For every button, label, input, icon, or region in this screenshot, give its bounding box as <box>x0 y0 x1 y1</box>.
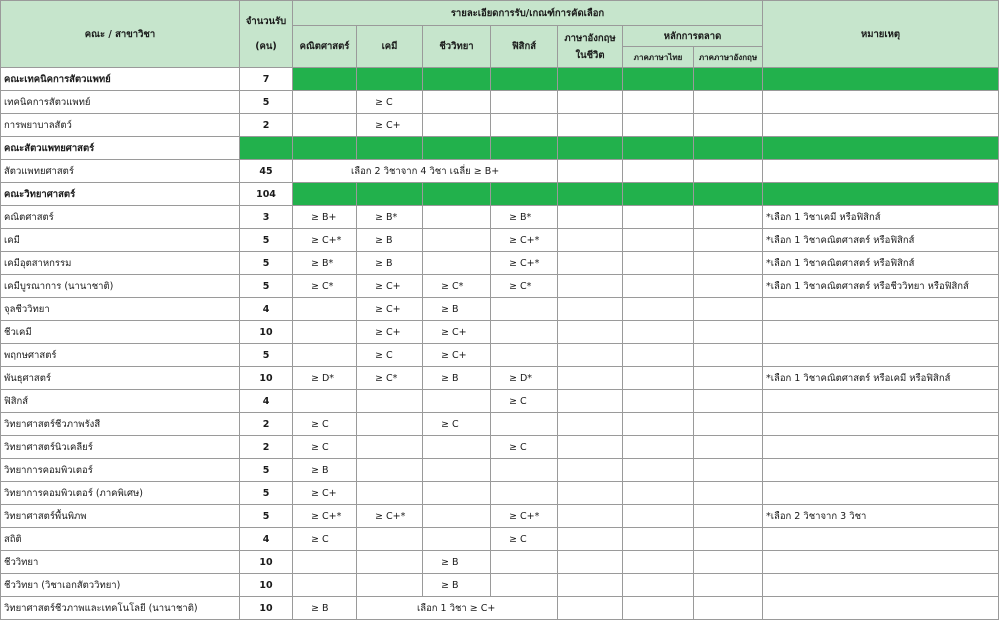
phys-cell: ≥ D* <box>491 367 558 390</box>
chem-cell <box>357 551 423 574</box>
program-name: เทคนิคการสัตวแพทย์ <box>1 91 240 114</box>
faculty-fill-cell <box>763 68 999 91</box>
combined-criteria-cell: เลือก 2 วิชาจาก 4 วิชา เฉลี่ย ≥ B+ <box>293 160 558 183</box>
english-cell <box>558 574 623 597</box>
faculty-fill-cell <box>491 183 558 206</box>
phys-cell: ≥ C <box>491 528 558 551</box>
faculty-fill-cell <box>694 137 763 160</box>
quota-cell: 2 <box>240 114 293 137</box>
remark-cell: *เลือก 1 วิชาคณิตศาสตร์ หรือเคมี หรือฟิสิกส์ <box>763 367 999 390</box>
table-row <box>1 436 999 459</box>
marketing-thai-cell <box>623 321 694 344</box>
math-cell: ≥ C <box>293 413 357 436</box>
marketing-thai-header: ภาคภาษาไทย <box>623 47 694 68</box>
remark-cell <box>763 413 999 436</box>
math-cell: ≥ B <box>293 459 357 482</box>
quota-cell: 5 <box>240 91 293 114</box>
math-cell <box>293 344 357 367</box>
faculty-row <box>1 183 999 206</box>
faculty-name: คณะสัตวแพทยศาสตร์ <box>1 137 240 160</box>
table-row <box>1 344 999 367</box>
program-name: วิทยาการคอมพิวเตอร์ (ภาคพิเศษ) <box>1 482 240 505</box>
marketing-thai-cell <box>623 436 694 459</box>
marketing-group-header: หลักการตลาด <box>623 26 763 47</box>
quota-cell: 10 <box>240 367 293 390</box>
marketing-eng-cell <box>694 114 763 137</box>
remark-cell <box>763 298 999 321</box>
program-name: พันธุศาสตร์ <box>1 367 240 390</box>
math-cell <box>293 390 357 413</box>
phys-cell: ≥ C+* <box>491 252 558 275</box>
faculty-fill-cell <box>763 137 999 160</box>
chem-cell <box>357 390 423 413</box>
marketing-eng-cell <box>694 390 763 413</box>
faculty-fill-cell <box>763 183 999 206</box>
marketing-thai-cell <box>623 459 694 482</box>
bio-cell <box>423 459 491 482</box>
marketing-eng-cell <box>694 344 763 367</box>
english-cell <box>558 459 623 482</box>
faculty-fill-cell <box>694 183 763 206</box>
marketing-thai-cell <box>623 252 694 275</box>
quota-cell: 10 <box>240 574 293 597</box>
program-name: ชีวเคมี <box>1 321 240 344</box>
quota-cell: 4 <box>240 390 293 413</box>
chem-cell: ≥ C <box>357 344 423 367</box>
marketing-thai-cell <box>623 298 694 321</box>
phys-cell <box>491 482 558 505</box>
marketing-thai-cell <box>623 413 694 436</box>
faculty-fill-cell <box>558 183 623 206</box>
bio-cell <box>423 206 491 229</box>
english-cell <box>558 597 623 620</box>
marketing-thai-cell <box>623 551 694 574</box>
remark-cell <box>763 482 999 505</box>
faculty-fill-cell <box>423 68 491 91</box>
remark-cell <box>763 528 999 551</box>
quota-cell: 10 <box>240 321 293 344</box>
bio-cell <box>423 436 491 459</box>
program-name: คณิตศาสตร์ <box>1 206 240 229</box>
table-row <box>1 321 999 344</box>
table-row <box>1 367 999 390</box>
marketing-eng-cell <box>694 551 763 574</box>
program-name: สถิติ <box>1 528 240 551</box>
marketing-eng-cell <box>694 459 763 482</box>
chem-cell <box>357 436 423 459</box>
english-cell <box>558 252 623 275</box>
program-name: เคมีอุตสาหกรรม <box>1 252 240 275</box>
chem-cell: ≥ B* <box>357 206 423 229</box>
chem-cell: ≥ B <box>357 252 423 275</box>
quota-cell: 5 <box>240 275 293 298</box>
marketing-eng-cell <box>694 252 763 275</box>
marketing-thai-cell <box>623 390 694 413</box>
marketing-thai-cell <box>623 229 694 252</box>
english-cell <box>558 275 623 298</box>
faculty-fill-cell <box>293 68 357 91</box>
quota-cell: 5 <box>240 252 293 275</box>
quota-cell: 5 <box>240 344 293 367</box>
marketing-eng-cell <box>694 436 763 459</box>
quota-cell: 7 <box>240 68 293 91</box>
marketing-eng-cell <box>694 413 763 436</box>
faculty-fill-cell <box>558 137 623 160</box>
table-row <box>1 298 999 321</box>
table-row <box>1 114 999 137</box>
math-cell: ≥ C* <box>293 275 357 298</box>
marketing-thai-cell <box>623 275 694 298</box>
faculty-fill-cell <box>623 137 694 160</box>
bio-cell <box>423 482 491 505</box>
quota-cell: 5 <box>240 505 293 528</box>
table-row <box>1 252 999 275</box>
table-row <box>1 390 999 413</box>
math-cell <box>293 114 357 137</box>
remark-cell: *เลือก 1 วิชาคณิตศาสตร์ หรือฟิสิกส์ <box>763 229 999 252</box>
marketing-thai-cell <box>623 528 694 551</box>
bio-cell <box>423 252 491 275</box>
math-header: คณิตศาสตร์ <box>293 26 357 68</box>
faculty-fill-cell <box>491 137 558 160</box>
chem-cell: ≥ B <box>357 229 423 252</box>
marketing-thai-cell <box>623 505 694 528</box>
phys-header: ฟิสิกส์ <box>491 26 558 68</box>
marketing-thai-cell <box>623 367 694 390</box>
program-name: วิทยาการคอมพิวเตอร์ <box>1 459 240 482</box>
english-cell <box>558 436 623 459</box>
math-cell <box>293 321 357 344</box>
english-cell <box>558 114 623 137</box>
marketing-eng-cell <box>694 597 763 620</box>
quota-cell: 5 <box>240 459 293 482</box>
quota-cell: 5 <box>240 482 293 505</box>
english-cell <box>558 413 623 436</box>
program-name: สัตวแพทยศาสตร์ <box>1 160 240 183</box>
marketing-eng-cell <box>694 229 763 252</box>
remark-cell <box>763 459 999 482</box>
math-cell <box>293 298 357 321</box>
english-cell <box>558 551 623 574</box>
quota-cell: 2 <box>240 413 293 436</box>
faculty-fill-cell <box>240 137 293 160</box>
english-cell <box>558 482 623 505</box>
phys-cell: ≥ B* <box>491 206 558 229</box>
faculty-row <box>1 137 999 160</box>
marketing-thai-cell <box>623 114 694 137</box>
faculty-row <box>1 68 999 91</box>
english-header-line1: ภาษาอังกฤษ <box>564 32 616 44</box>
quota-cell: 3 <box>240 206 293 229</box>
bio-cell <box>423 91 491 114</box>
program-name: การพยาบาลสัตว์ <box>1 114 240 137</box>
bio-cell <box>423 390 491 413</box>
bio-header: ชีววิทยา <box>423 26 491 68</box>
program-name: วิทยาศาสตร์ชีวภาพและเทคโนโลยี (นานาชาติ) <box>1 597 240 620</box>
table-row <box>1 551 999 574</box>
faculty-fill-cell <box>293 137 357 160</box>
phys-cell <box>491 551 558 574</box>
marketing-eng-cell <box>694 275 763 298</box>
math-cell: ≥ B+ <box>293 206 357 229</box>
remark-cell <box>763 597 999 620</box>
phys-cell <box>491 91 558 114</box>
faculty-fill-cell <box>623 183 694 206</box>
quota-cell: 104 <box>240 183 293 206</box>
chem-cell <box>357 413 423 436</box>
table-row <box>1 505 999 528</box>
bio-cell <box>423 505 491 528</box>
marketing-eng-cell <box>694 160 763 183</box>
math-cell: ≥ B <box>293 597 357 620</box>
english-header <box>558 26 623 68</box>
math-cell <box>293 91 357 114</box>
marketing-thai-cell <box>623 91 694 114</box>
chem-cell <box>357 574 423 597</box>
marketing-eng-cell <box>694 206 763 229</box>
marketing-thai-cell <box>623 574 694 597</box>
remark-cell: *เลือก 1 วิชาเคมี หรือฟิสิกส์ <box>763 206 999 229</box>
faculty-name: คณะวิทยาศาสตร์ <box>1 183 240 206</box>
phys-cell <box>491 344 558 367</box>
combined-criteria-cell: เลือก 1 วิชา ≥ C+ <box>357 597 558 620</box>
math-cell: ≥ C <box>293 436 357 459</box>
bio-cell: ≥ B <box>423 551 491 574</box>
math-cell: ≥ B* <box>293 252 357 275</box>
program-name: จุลชีววิทยา <box>1 298 240 321</box>
english-cell <box>558 321 623 344</box>
faculty-header: คณะ / สาขาวิชา <box>1 1 240 68</box>
table-row <box>1 160 999 183</box>
phys-cell <box>491 321 558 344</box>
program-name: วิทยาศาสตร์นิวเคลียร์ <box>1 436 240 459</box>
program-name: ชีววิทยา (วิชาเอกสัตววิทยา) <box>1 574 240 597</box>
faculty-fill-cell <box>293 183 357 206</box>
remark-cell: *เลือก 2 วิชาจาก 3 วิชา <box>763 505 999 528</box>
remarks-header: หมายเหตุ <box>763 1 999 68</box>
marketing-eng-cell <box>694 298 763 321</box>
phys-cell <box>491 459 558 482</box>
faculty-fill-cell <box>491 68 558 91</box>
math-cell <box>293 551 357 574</box>
quota-cell: 2 <box>240 436 293 459</box>
marketing-eng-cell <box>694 367 763 390</box>
english-cell <box>558 344 623 367</box>
marketing-eng-cell <box>694 321 763 344</box>
marketing-eng-cell <box>694 482 763 505</box>
quota-cell: 10 <box>240 551 293 574</box>
remark-cell <box>763 390 999 413</box>
table-row <box>1 206 999 229</box>
phys-cell <box>491 574 558 597</box>
bio-cell: ≥ C* <box>423 275 491 298</box>
chem-cell: ≥ C+ <box>357 321 423 344</box>
marketing-eng-cell <box>694 528 763 551</box>
remark-cell <box>763 321 999 344</box>
phys-cell: ≥ C* <box>491 275 558 298</box>
quota-cell: 10 <box>240 597 293 620</box>
faculty-fill-cell <box>357 183 423 206</box>
faculty-fill-cell <box>357 68 423 91</box>
remark-cell <box>763 551 999 574</box>
english-cell <box>558 298 623 321</box>
bio-cell: ≥ B <box>423 298 491 321</box>
criteria-group-header: รายละเอียดการรับ/เกณฑ์การคัดเลือก <box>293 1 763 26</box>
math-cell: ≥ C+ <box>293 482 357 505</box>
remark-cell <box>763 436 999 459</box>
phys-cell <box>491 413 558 436</box>
phys-cell: ≥ C <box>491 436 558 459</box>
math-cell <box>293 574 357 597</box>
quota-header-line1: จำนวนรับ <box>245 16 287 27</box>
table-row <box>1 482 999 505</box>
marketing-thai-cell <box>623 482 694 505</box>
marketing-eng-cell <box>694 574 763 597</box>
bio-cell: ≥ C+ <box>423 344 491 367</box>
table-row <box>1 229 999 252</box>
marketing-eng-cell <box>694 91 763 114</box>
quota-cell: 4 <box>240 528 293 551</box>
bio-cell <box>423 114 491 137</box>
chem-cell: ≥ C+ <box>357 275 423 298</box>
phys-cell: ≥ C+* <box>491 229 558 252</box>
chem-cell <box>357 482 423 505</box>
table-row <box>1 597 999 620</box>
chem-cell: ≥ C* <box>357 367 423 390</box>
program-name: วิทยาศาสตร์ชีวภาพรังสี <box>1 413 240 436</box>
program-name: เคมีบูรณาการ (นานาชาติ) <box>1 275 240 298</box>
remark-cell <box>763 574 999 597</box>
english-cell <box>558 229 623 252</box>
table-row <box>1 574 999 597</box>
remark-cell <box>763 344 999 367</box>
marketing-thai-cell <box>623 597 694 620</box>
remark-cell: *เลือก 1 วิชาคณิตศาสตร์ หรือฟิสิกส์ <box>763 252 999 275</box>
remark-cell <box>763 91 999 114</box>
bio-cell: ≥ B <box>423 367 491 390</box>
chem-cell: ≥ C <box>357 91 423 114</box>
phys-cell <box>491 114 558 137</box>
marketing-thai-cell <box>623 344 694 367</box>
bio-cell: ≥ C+ <box>423 321 491 344</box>
marketing-thai-cell <box>623 206 694 229</box>
faculty-fill-cell <box>423 183 491 206</box>
marketing-eng-cell <box>694 505 763 528</box>
program-name: ฟิสิกส์ <box>1 390 240 413</box>
quota-cell: 45 <box>240 160 293 183</box>
quota-cell: 4 <box>240 298 293 321</box>
chem-cell: ≥ C+* <box>357 505 423 528</box>
english-cell <box>558 206 623 229</box>
bio-cell: ≥ C <box>423 413 491 436</box>
faculty-fill-cell <box>558 68 623 91</box>
marketing-eng-header: ภาคภาษาอังกฤษ <box>694 47 763 68</box>
chem-cell <box>357 528 423 551</box>
chem-cell: ≥ C+ <box>357 114 423 137</box>
table-row <box>1 459 999 482</box>
bio-cell: ≥ B <box>423 574 491 597</box>
english-cell <box>558 528 623 551</box>
phys-cell <box>491 298 558 321</box>
math-cell: ≥ C+* <box>293 229 357 252</box>
bio-cell <box>423 229 491 252</box>
math-cell: ≥ C <box>293 528 357 551</box>
remark-cell <box>763 114 999 137</box>
english-cell <box>558 390 623 413</box>
program-name: วิทยาศาสตร์พื้นพิภพ <box>1 505 240 528</box>
faculty-name: คณะเทคนิคการสัตวแพทย์ <box>1 68 240 91</box>
table-row <box>1 91 999 114</box>
faculty-fill-cell <box>423 137 491 160</box>
remark-cell <box>763 160 999 183</box>
phys-cell: ≥ C <box>491 390 558 413</box>
quota-header-line2: (คน) <box>255 41 277 52</box>
bio-cell <box>423 528 491 551</box>
english-cell <box>558 91 623 114</box>
english-cell <box>558 505 623 528</box>
program-name: เคมี <box>1 229 240 252</box>
faculty-fill-cell <box>357 137 423 160</box>
phys-cell: ≥ C+* <box>491 505 558 528</box>
chem-cell <box>357 459 423 482</box>
quota-cell: 5 <box>240 229 293 252</box>
remark-cell: *เลือก 1 วิชาคณิตศาสตร์ หรือชีววิทยา หรือฟิสิกส์ <box>763 275 999 298</box>
table-row <box>1 528 999 551</box>
table-row <box>1 275 999 298</box>
math-cell: ≥ D* <box>293 367 357 390</box>
english-cell <box>558 160 623 183</box>
table-row <box>1 413 999 436</box>
chem-cell: ≥ C+ <box>357 298 423 321</box>
english-cell <box>558 367 623 390</box>
quota-header <box>240 1 293 68</box>
faculty-fill-cell <box>694 68 763 91</box>
marketing-thai-cell <box>623 160 694 183</box>
program-name: พฤกษศาสตร์ <box>1 344 240 367</box>
english-header-line2: ในชีวิต <box>575 49 605 61</box>
program-name: ชีววิทยา <box>1 551 240 574</box>
faculty-fill-cell <box>623 68 694 91</box>
math-cell: ≥ C+* <box>293 505 357 528</box>
chem-header: เคมี <box>357 26 423 68</box>
